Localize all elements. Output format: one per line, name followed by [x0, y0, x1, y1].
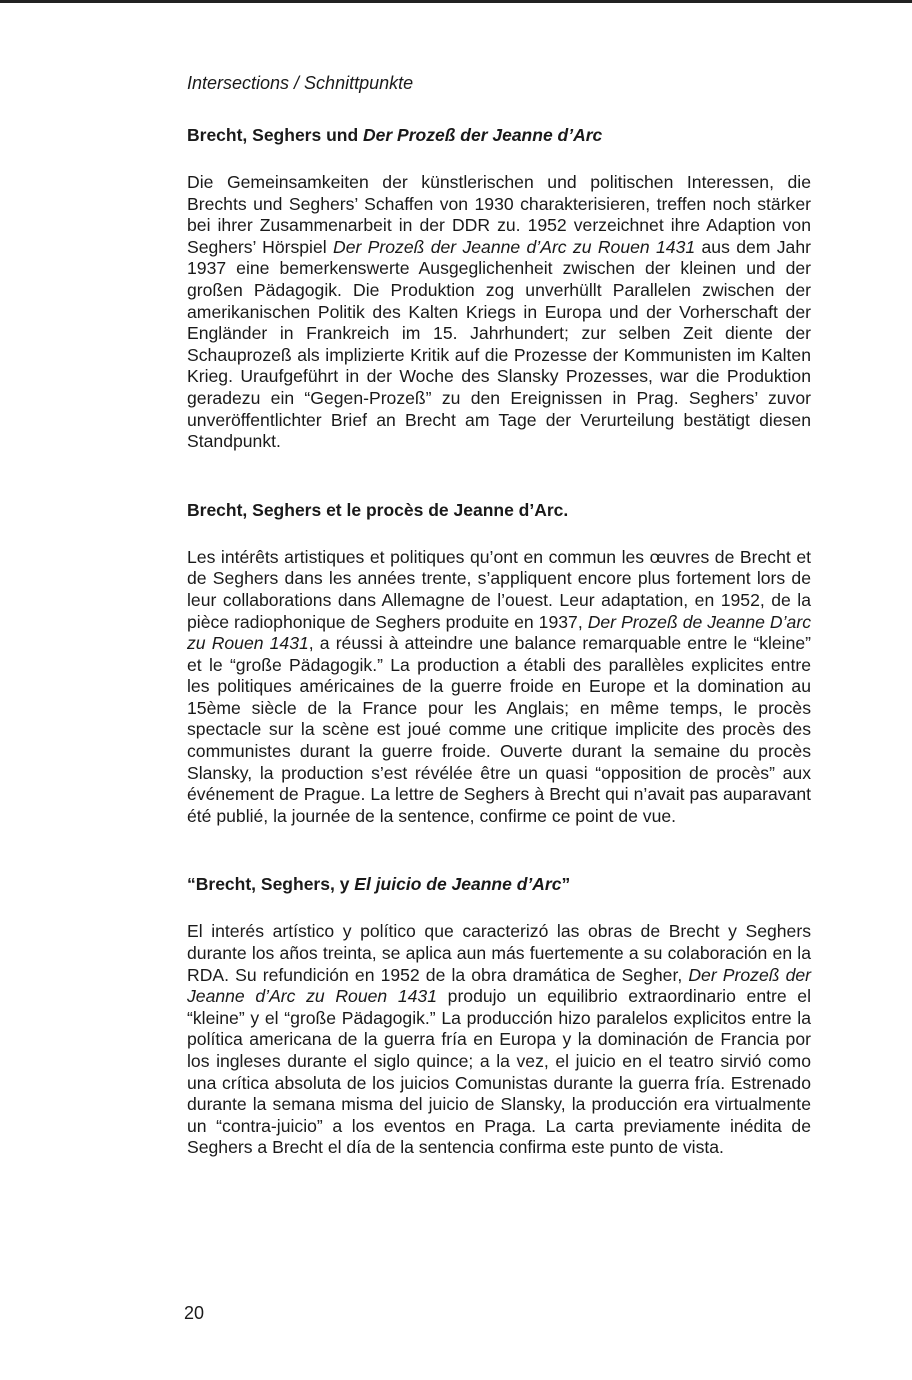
paragraph-french	[187, 547, 811, 828]
section-heading-german	[187, 124, 811, 146]
top-rule	[0, 0, 912, 3]
text-run: Die Gemeinsamkeiten der künstlerischen und politischen Interessen, die Brechts und Seghers’ Schaffen von 1930 charakterisieren, treffen noch stärker bei ihrer Zusammenarbeit in der DDR zu. 1952 verzeichnet ihre Adaption von Seghers’ Hörspiel	[187, 172, 811, 257]
heading-text: “Brecht, Seghers, y	[187, 874, 355, 895]
text-run: El interés artístico y político que caracterizó las obras de Brecht y Seghers durante los años treinta, se aplica aun más fuertemente a su colaboración en la RDA. Su refundición en 1952 de la obra dramática de Segher,	[187, 921, 811, 985]
paragraph-german	[187, 172, 811, 453]
section-heading-spanish	[187, 873, 811, 895]
heading-title-italic: Der Prozeß der Jeanne d’Arc	[363, 125, 603, 145]
section-german	[187, 124, 811, 453]
paragraph-spanish	[187, 921, 811, 1159]
section-heading-french	[187, 499, 811, 521]
text-run: Les intérêts artistiques et politiques qu’ont en commun les œuvres de Brecht et de Seghers dans les années trente, s’appliquent encore plus fortement lors de leur collaborations dans Allemagne de l’ouest. Leur adaptation, en 1952, de la pièce radiophonique de Seghers produite en 1937,	[187, 546, 811, 632]
section-spanish	[187, 873, 811, 1159]
page-content	[187, 72, 811, 1159]
heading-title-italic: El juicio de Jeanne d’Arc	[354, 874, 562, 895]
text-run: produjo un equilibrio extraordinario entre el “kleine” y el “große Pädagogik.” La producción hizo paralelos explicitos entre la política americana de la guerra fría en Europa y la dominación de Francia por los ingleses durante el siglo quince; a la vez, el juicio en el teatro sirvió como una crítica absoluta de los juicios Comunistas durante la guerra fría. Estrenado durante la semana misma del juicio de Slansky, la producción era virtualmente un “contra-juicio” a los eventos en Praga. La carta previamente inédita de Seghers a Brecht el día de la sentencia confirma este punto de vista.	[187, 986, 811, 1158]
text-run: aus dem Jahr 1937 eine bemerkenswerte Ausgeglichenheit zwischen der kleinen und der großen Pädagogik. Die Produktion zog unverhüllt Parallelen zwischen der amerikanischen Politik des Kalten Kriegs in Europa und der Vorherschaft der Engländer in Frankreich im 15. Jahrhundert; zur selben Zeit diente der Schauprozeß als implizierte Kritik auf die Prozesse der Kommunisten im Kalten Krieg. Uraufgeführt in der Woche des Slansky Prozesses, war die Produktion geradezu ein “Gegen-Prozeß” zu den Ereignissen in Prag. Seghers’ zuvor unveröffentlichter Brief an Brecht am Tage der Verurteilung bestätigt diesen Standpunkt.	[187, 236, 811, 452]
heading-text-post: ”	[561, 874, 571, 895]
text-run-italic: Der Prozeß de Jeanne D’arc zu Rouen 1431	[187, 611, 811, 654]
section-french	[187, 499, 811, 828]
text-run-italic: Der Prozeß der Jeanne d’Arc zu Rouen 1431	[187, 964, 812, 1007]
text-run-italic: Der Prozeß der Jeanne d’Arc zu Rouen 1431	[332, 236, 696, 257]
heading-text: Brecht, Seghers et le procès de Jeanne d’Arc.	[187, 499, 569, 520]
heading-text: Brecht, Seghers und	[187, 125, 364, 145]
running-head: Intersections / Schnittpunkte	[187, 73, 414, 93]
text-run: , a réussi à atteindre une balance remarquable entre le “kleine” et le “große Pädagogik.” La production a établi des parallèles explicites entre les politiques américaines de la guerre froide en Europe et la domination au 15ème siècle de la France pour les Anglais; en même temps, le procès spectacle sur la scène est joué comme une critique implicite des procès des communistes durant la guerre froide. Ouverte durant la semaine du procès Slansky, la production s’est révélée être un quasi “opposition de procès” aux événement de Prague. La lettre de Seghers à Brecht qui n’avait pas auparavant été publié, la journée de la sentence, confirme ce point de vue.	[187, 633, 812, 826]
page-number: 20	[184, 1303, 205, 1323]
